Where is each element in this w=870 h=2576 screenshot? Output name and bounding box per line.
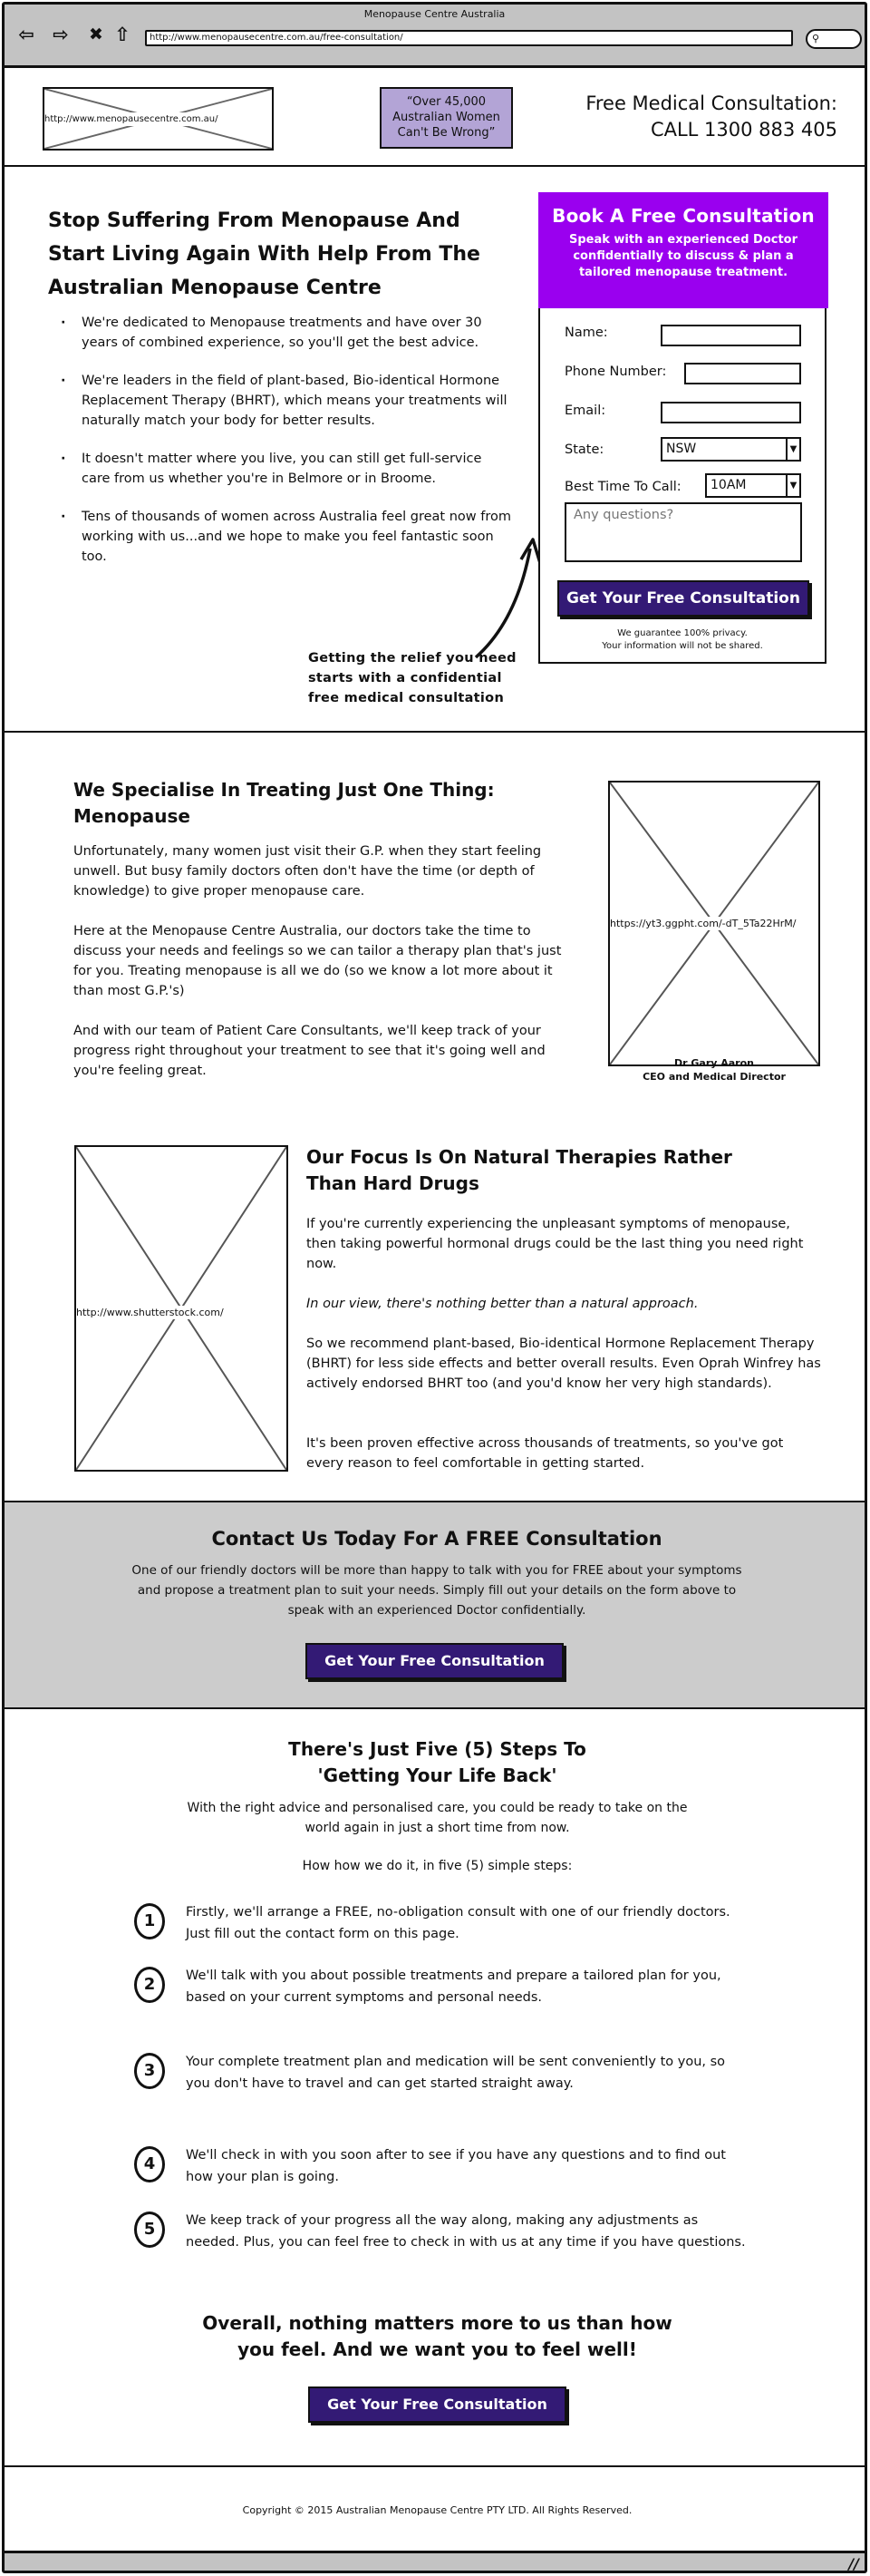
hero-title: Stop Suffering From Menopause And Start Living Again With Help From The Australian Menopause Centre — [48, 209, 480, 299]
step-text: We'll talk with you about possible treatments and prepare a tailored plan for you, based on your current symptoms and personal needs. — [186, 1968, 721, 2005]
state-value: NSW — [666, 442, 697, 456]
specialise-paragraph: And with our team of Patient Care Consultants, we'll keep track of your progress right throughout your treatment to see that it's going well and you're feeling great. — [73, 1024, 546, 1078]
privacy-line: We guarantee 100% privacy. — [617, 628, 748, 638]
questions-textarea[interactable] — [565, 502, 802, 562]
divider — [5, 731, 865, 733]
home-icon[interactable]: ⇧ — [114, 23, 130, 45]
search-icon: ⚲ — [812, 33, 820, 44]
get-consultation-button[interactable]: Get Your Free Consultation — [557, 580, 809, 617]
email-label: Email: — [565, 403, 606, 418]
closing-text: Overall, nothing matters more to us than how you feel. And we want you to feel well! — [202, 2312, 672, 2360]
header-phone-cta — [585, 91, 837, 143]
privacy-line: Your information will not be shared. — [602, 641, 763, 651]
specialise-title: We Specialise In Treating Just One Thing: Menopause — [73, 779, 495, 827]
resize-grip-icon[interactable]: // — [848, 2555, 859, 2572]
badge-line: “Over 45,000 — [406, 95, 487, 109]
form-header — [538, 192, 828, 308]
testimonial-badge — [380, 87, 513, 149]
name-input[interactable] — [661, 325, 801, 346]
form-subtitle: Speak with an experienced Doctor confidentially to discuss & plan a tailored menopause treatment. — [568, 233, 798, 279]
hero-bullet: · We're leaders in the field of plant-based, Bio-identical Hormone Replacement Therapy (BHRT), which means your treatments will naturally match your body for better results. — [59, 371, 512, 431]
steps-title — [5, 1736, 867, 1789]
state-select[interactable] — [661, 437, 801, 462]
steps-intro — [5, 1798, 867, 1838]
chevron-down-icon: ▼ — [786, 475, 799, 496]
best-time-select[interactable] — [705, 473, 801, 498]
contact-band — [2, 1501, 867, 1709]
email-input[interactable] — [661, 402, 801, 423]
url-input[interactable]: http://www.menopausecentre.com.au/free-consultation/ — [145, 30, 793, 46]
step-text: We keep track of your progress all the way along, making any adjustments as needed. Plus, you can feel free to check in with us at any time if you have questions. — [186, 2213, 746, 2250]
forward-arrow-icon[interactable]: ⇨ — [53, 23, 69, 45]
divider — [5, 165, 865, 167]
specialise-paragraph: Here at the Menopause Centre Australia, our doctors take the time to discuss your needs and feelings so we can tailor a therapy plan that's just for you. Treating menopause is all we do (so we know a lot more about it than most G.P.'s) — [73, 924, 562, 998]
step-number-circle-icon: 4 — [134, 2146, 165, 2182]
best-time-label: Best Time To Call: — [565, 480, 682, 494]
state-label: State: — [565, 442, 604, 457]
browser-window — [2, 2, 867, 2573]
logo-image-placeholder — [43, 87, 274, 151]
natural-title: Our Focus Is On Natural Therapies Rather Than Hard Drugs — [306, 1146, 732, 1194]
steps-title-line: 'Getting Your Life Back' — [317, 1764, 557, 1786]
close-x-icon[interactable]: ✖ — [89, 24, 103, 44]
search-button[interactable] — [806, 29, 862, 49]
step-text: Firstly, we'll arrange a FREE, no-obligation consult with one of our friendly doctors. Just fill out the contact form on this page. — [186, 1905, 730, 1941]
badge-line: Can't Be Wrong” — [397, 126, 496, 140]
phone-label: Phone Number: — [565, 365, 667, 379]
divider — [5, 2465, 865, 2467]
hero-bullet: · We're dedicated to Menopause treatments and have over 30 years of combined experience, so you'll get the best advice. — [59, 313, 512, 353]
step-text: We'll check in with you soon after to see if you have any questions and to find out how your plan is going. — [186, 2148, 726, 2184]
best-time-value: 10AM — [710, 478, 747, 492]
phone-number[interactable]: CALL 1300 883 405 — [650, 119, 837, 141]
logo-url-label: http://www.menopausecentre.com.au/ — [44, 112, 272, 126]
steps-title-line: There's Just Five (5) Steps To — [288, 1738, 586, 1760]
hero-bullet: · It doesn't matter where you live, you can still get full-service care from us whether you're in Belmore or in Broome. — [59, 449, 512, 489]
name-label: Name: — [565, 326, 608, 340]
natural-italic-paragraph: In our view, there's nothing better than a natural approach. — [306, 1297, 699, 1311]
step-number-circle-icon: 5 — [134, 2211, 165, 2248]
doctor-portrait-placeholder — [608, 781, 820, 1066]
natural-paragraph: So we recommend plant-based, Bio-identical Hormone Replacement Therapy (BHRT) for less side effects and better overall results. Even Oprah Winfrey has actively endorsed BHRT too (and you'd know her very high standards). — [306, 1337, 821, 1391]
specialise-paragraph: Unfortunately, many women just visit their G.P. when they start feeling unwell. But busy family doctors often don't have the time (or depth of knowledge) to give proper menopause care. — [73, 844, 542, 899]
step-number-circle-icon: 3 — [134, 2053, 165, 2089]
doctor-role: CEO and Medical Director — [643, 1071, 786, 1083]
badge-line: Australian Women — [392, 111, 500, 124]
steps-intro-text: With the right advice and personalised care, you could be ready to take on the world again in just a short time from now. — [187, 1801, 688, 1835]
callout-text: Getting the relief you need starts with a confidential free medical consultation — [308, 651, 517, 705]
doctor-name: Dr Gary Aaron — [673, 1057, 754, 1069]
privacy-note — [540, 627, 825, 653]
consultation-form — [538, 192, 826, 664]
get-consultation-button[interactable]: Get Your Free Consultation — [305, 1643, 564, 1679]
browser-toolbar — [5, 5, 865, 68]
browser-status-bar — [5, 2551, 865, 2573]
step-number-circle-icon: 2 — [134, 1967, 165, 2003]
portrait-caption — [608, 1056, 820, 1084]
step-number-circle-icon: 1 — [134, 1903, 165, 1939]
contact-body: One of our friendly doctors will be more than happy to talk with you for FREE about your symptoms and propose a treatment plan to suit your needs. Simply fill out your details on the form above to speak with an experienced Doctor confidentially. — [131, 1563, 742, 1618]
portrait-url-label: https://yt3.ggpht.com/-dT_5Ta22HrM/ — [610, 917, 818, 930]
phone-input[interactable] — [684, 363, 801, 384]
natural-paragraph: If you're currently experiencing the unpleasant symptoms of menopause, then taking powerful hormonal drugs could be the last thing you need right now. — [306, 1217, 804, 1271]
cta-label: Free Medical Consultation: — [585, 92, 837, 114]
hero-bullet: · Tens of thousands of women across Australia feel great now from working with us...and we hope to make you feel fantastic soon too. — [59, 507, 512, 567]
chevron-down-icon: ▼ — [786, 439, 799, 460]
stock-image-placeholder — [74, 1145, 288, 1472]
get-consultation-button[interactable]: Get Your Free Consultation — [308, 2386, 566, 2423]
form-title: Book A Free Consultation — [552, 205, 815, 227]
steps-lead: How how we do it, in five (5) simple steps: — [302, 1859, 573, 1873]
contact-title: Contact Us Today For A FREE Consultation — [211, 1528, 662, 1550]
closing-statement — [5, 2310, 867, 2363]
copyright-text: Copyright © 2015 Australian Menopause Centre PTY LTD. All Rights Reserved. — [242, 2504, 633, 2516]
back-arrow-icon[interactable]: ⇦ — [18, 23, 34, 45]
stock-url-label: http://www.shutterstock.com/ — [76, 1306, 286, 1319]
window-title: Menopause Centre Australia — [363, 8, 506, 20]
step-text: Your complete treatment plan and medication will be sent conveniently to you, so you don't have to travel and can get started straight away. — [186, 2055, 726, 2091]
natural-paragraph: It's been proven effective across thousands of treatments, so you've got every reason to feel comfortable in getting started. — [306, 1436, 784, 1471]
